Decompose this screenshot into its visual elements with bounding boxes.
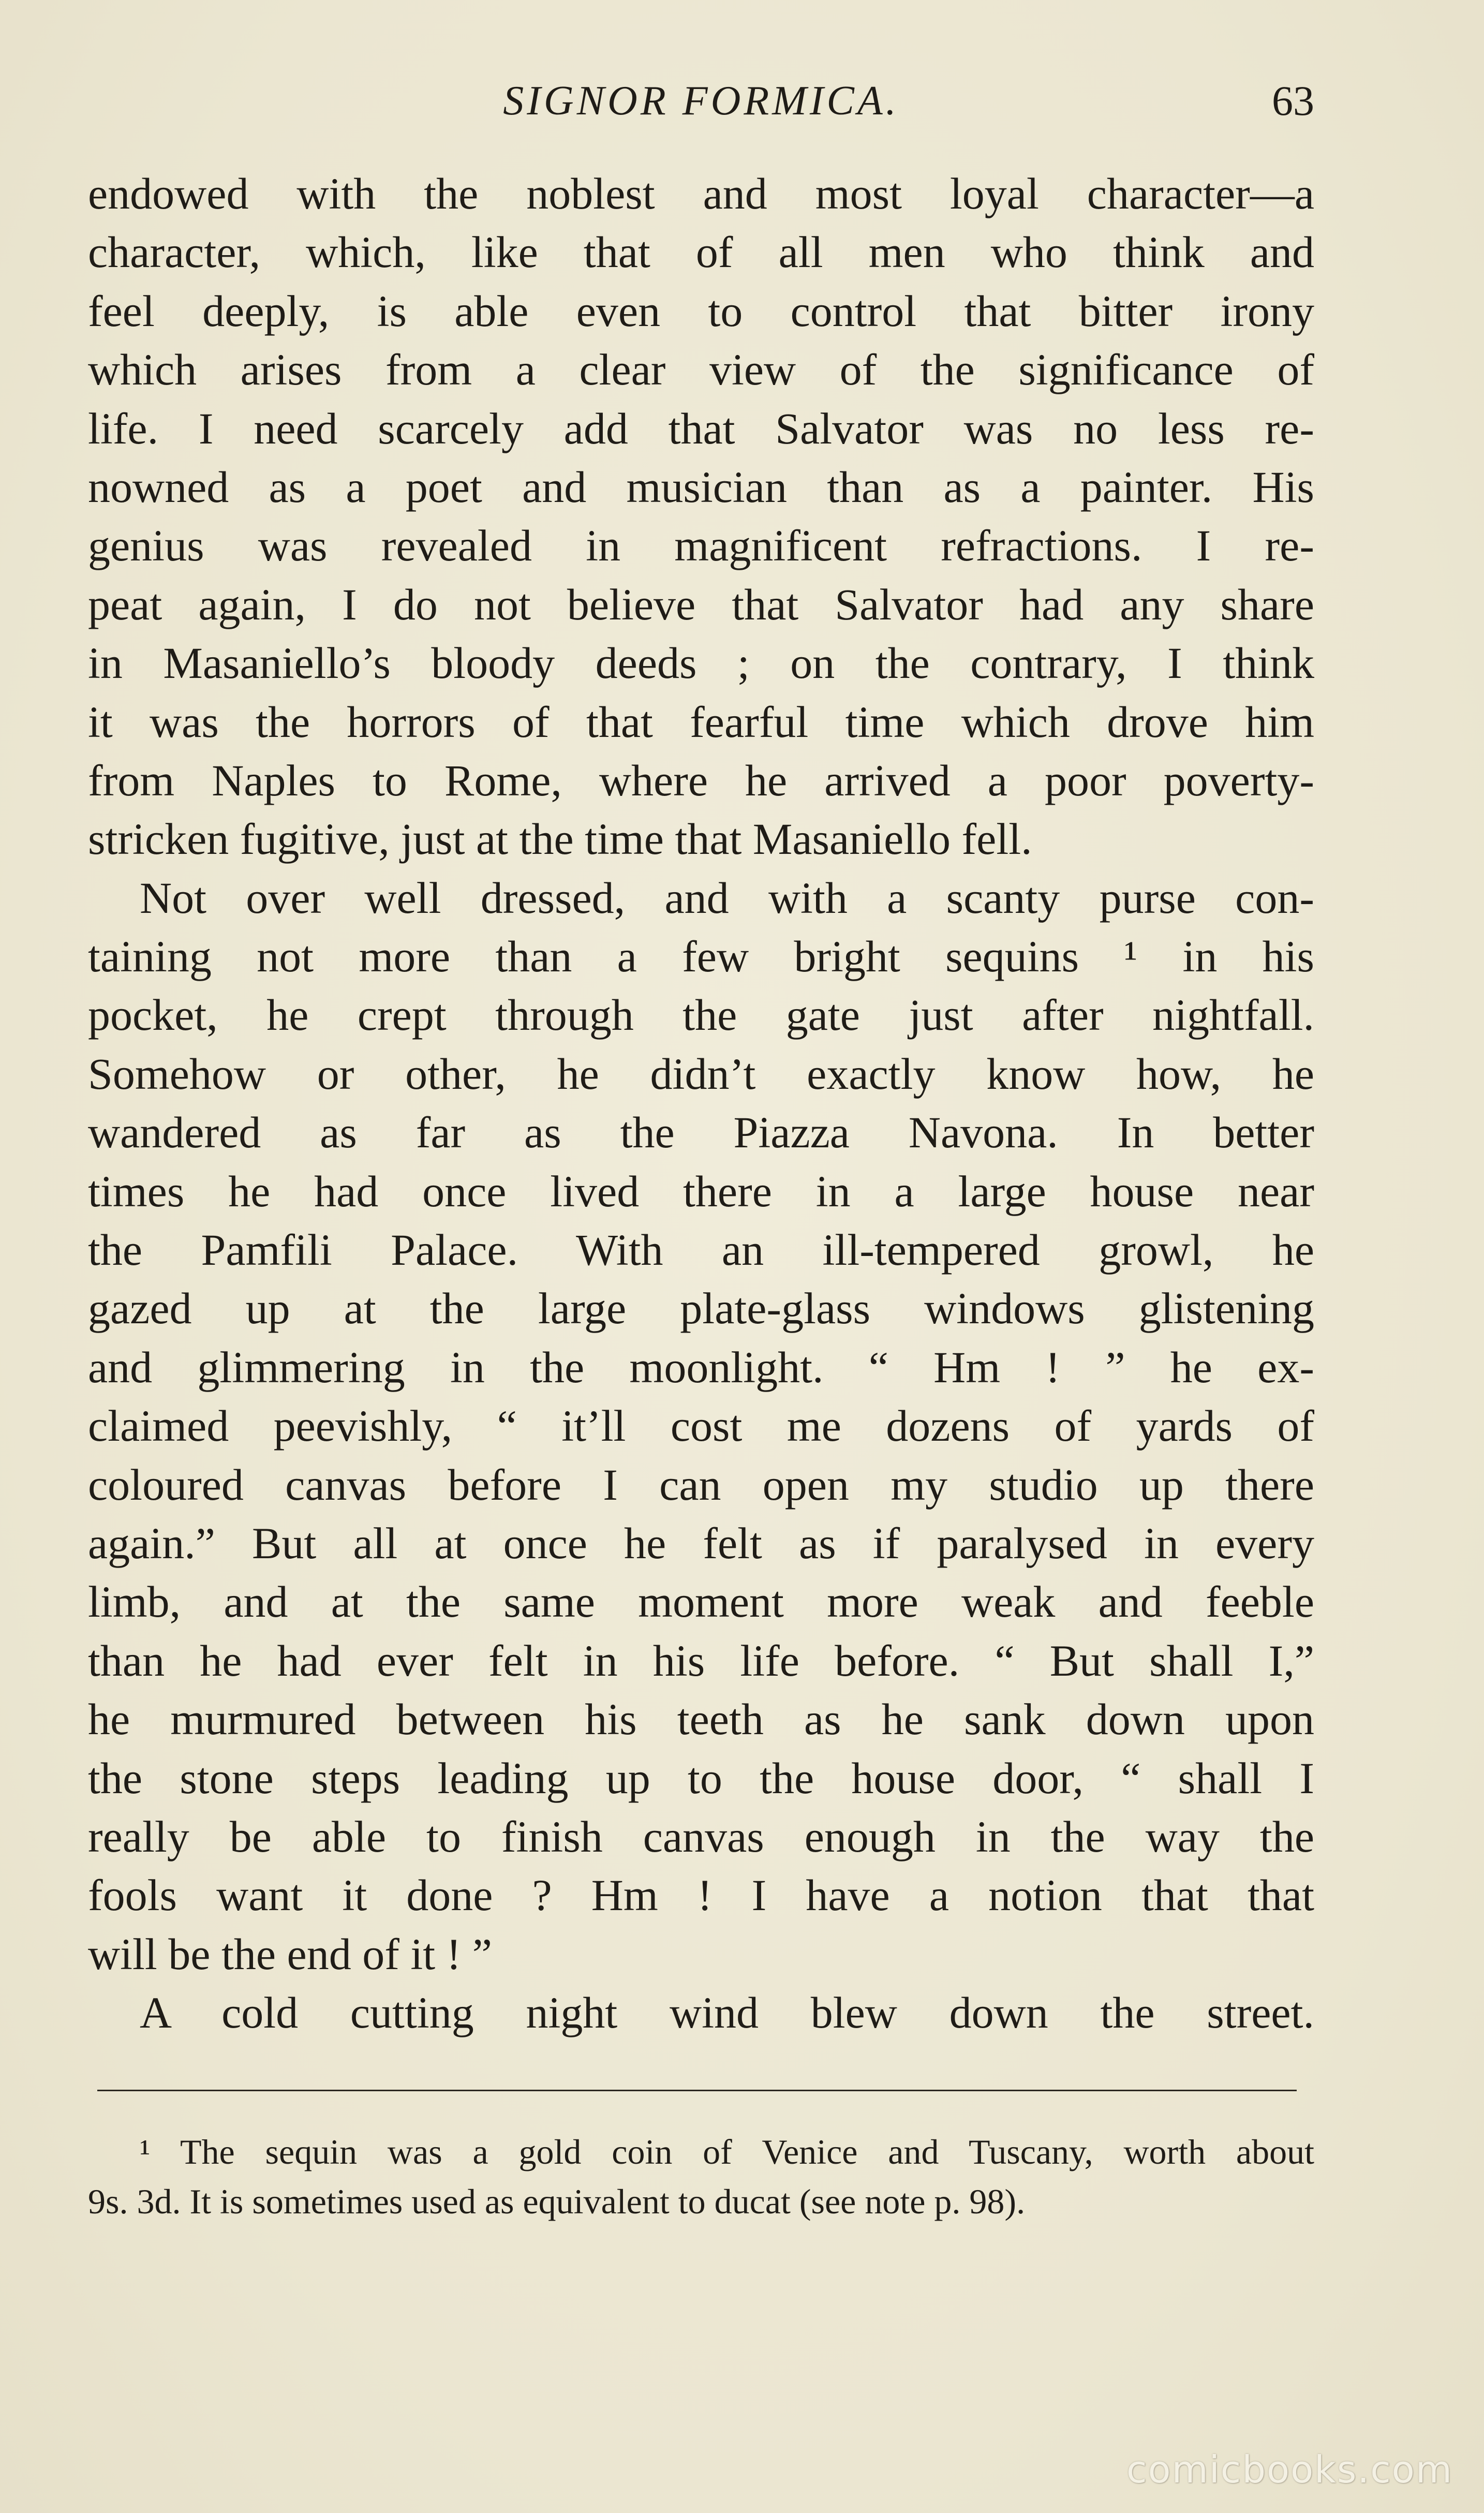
text-line: and glimmering in the moonlight. “ Hm ! ” he ex- xyxy=(88,1342,1314,1392)
text-line: wandered as far as the Piazza Navona. In better xyxy=(88,1107,1314,1158)
text-line: from Naples to Rome, where he arrived a poor poverty- xyxy=(88,755,1314,805)
text-line: than he had ever felt in his life before. “ But shall I,” xyxy=(88,1635,1314,1686)
running-title: SIGNOR FORMICA. xyxy=(503,78,899,124)
text-line: pocket, he crept through the gate just after nightfall. xyxy=(88,990,1314,1040)
text-line: stricken fugitive, just at the time that Masaniello fell. xyxy=(88,814,1032,864)
text-line: limb, and at the same moment more weak and feeble xyxy=(88,1577,1314,1627)
text-line: endowed with the noblest and most loyal character—a xyxy=(88,169,1314,218)
text-line: taining not more than a few bright sequins ¹ in his xyxy=(88,932,1314,982)
text-line: genius was revealed in magnificent refractions. I re- xyxy=(88,521,1314,571)
text-line: Not over well dressed, and with a scanty purse con- xyxy=(140,873,1314,923)
footnote-line: ¹ The sequin was a gold coin of Venice and Tuscany, worth about xyxy=(140,2132,1314,2171)
text-line: it was the horrors of that fearful time which drove him xyxy=(88,697,1314,747)
text-line: again.” But all at once he felt as if paralysed in every xyxy=(88,1518,1314,1568)
text-line: feel deeply, is able even to control that bitter irony xyxy=(88,286,1314,336)
text-line: A cold cutting night wind blew down the street. xyxy=(140,1988,1314,2038)
running-head xyxy=(88,72,1314,129)
text-line: character, which, like that of all men who think and xyxy=(88,227,1314,277)
text-line: really be able to finish canvas enough in the way the xyxy=(88,1811,1314,1861)
body-text xyxy=(88,165,1314,2043)
text-line: the Pamfili Palace. With an ill-tempered growl, he xyxy=(88,1225,1314,1275)
text-line: life. I need scarcely add that Salvator was no less re- xyxy=(88,403,1314,453)
text-line: coloured canvas before I can open my studio up there xyxy=(88,1459,1314,1510)
text-line: the stone steps leading up to the house door, “ shall I xyxy=(88,1753,1314,1803)
footnote-rule xyxy=(97,2090,1297,2091)
text-line: in Masaniello’s bloody deeds ; on the contrary, I think xyxy=(88,638,1314,688)
text-line: peat again, I do not believe that Salvator had any share xyxy=(88,579,1314,629)
text-line: Somehow or other, he didn’t exactly know how, he xyxy=(88,1048,1314,1099)
footnote-line: 9s. 3d. It is sometimes used as equivalent to ducat (see note p. 98). xyxy=(88,2182,1026,2221)
text-line: times he had once lived there in a large house near xyxy=(88,1166,1314,1216)
text-line: fools want it done ? Hm ! I have a notion that that xyxy=(88,1870,1314,1920)
text-line: claimed peevishly, “ it’ll cost me dozens of yards of xyxy=(88,1401,1314,1451)
text-line: nowned as a poet and musician than as a painter. His xyxy=(88,462,1314,512)
text-line: gazed up at the large plate-glass windows glistening xyxy=(88,1283,1314,1334)
page-number: 63 xyxy=(1272,77,1314,124)
footnotes xyxy=(88,2127,1314,2226)
text-line: will be the end of it ! ” xyxy=(88,1929,492,1979)
text-line: he murmured between his teeth as he sank down upon xyxy=(88,1694,1314,1745)
text-line: which arises from a clear view of the significance of xyxy=(88,345,1314,395)
watermark: comicbooks.com xyxy=(1126,2448,1453,2491)
